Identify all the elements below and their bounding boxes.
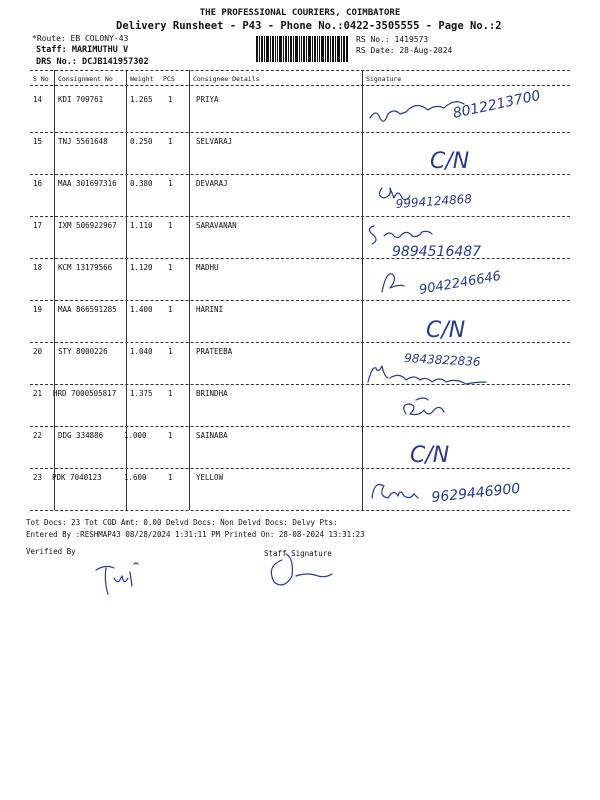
signature-phone-text: 9843822836 <box>403 351 481 369</box>
row-consignee: BRINDHA <box>196 389 228 398</box>
row-consignment-no: HRD 7000505817 <box>53 389 117 398</box>
row-pcs: 1 <box>168 221 173 230</box>
row-pcs: 1 <box>168 95 173 104</box>
signature-scribble <box>362 138 572 178</box>
col-header-pcs: PCS <box>163 75 175 83</box>
row-weight: 1.400 <box>130 305 153 314</box>
row-consignment-no: PDK 7040123 <box>52 473 102 482</box>
row-consignee: DEVARAJ <box>196 179 228 188</box>
col-header-consignment: Consignment No <box>58 75 113 83</box>
row-consignee: HARINI <box>196 305 224 314</box>
signature-scribble <box>362 344 572 388</box>
rs-date: RS Date: 28-Aug-2024 <box>356 46 453 55</box>
signature-cn-text: C/N <box>410 443 450 468</box>
signature-phone-text: 9894516487 <box>392 244 482 260</box>
row-pcs: 1 <box>168 179 173 188</box>
signature-scribble <box>362 216 572 260</box>
row-sno: 15 <box>33 137 43 146</box>
row-consignee: SELVARAJ <box>196 137 233 146</box>
row-weight: 1.265 <box>130 95 153 104</box>
col-header-sno: S No <box>33 75 49 83</box>
signature-phone-text: 9994124868 <box>395 191 473 211</box>
row-consignment-no: KCM 13179566 <box>58 263 113 272</box>
barcode-image <box>256 36 348 62</box>
row-sno: 14 <box>33 95 43 104</box>
signature-scribble <box>362 430 572 470</box>
signature-scribble <box>362 258 572 302</box>
row-sno: 22 <box>33 431 43 440</box>
signature-phone-text: 9042246646 <box>418 268 503 298</box>
row-consignment-no: MAA 866591285 <box>58 305 117 314</box>
row-pcs: 1 <box>168 347 173 356</box>
row-consignee: SAINABA <box>196 431 228 440</box>
signature-cn-text: C/N <box>430 149 470 174</box>
signature-phone-text: 9629446900 <box>430 480 522 506</box>
rs-number: RS No.: 1419573 <box>356 35 429 44</box>
row-rule <box>30 132 570 133</box>
row-weight: 0.250 <box>130 137 153 146</box>
row-weight: 1.120 <box>130 263 153 272</box>
row-sno: 16 <box>33 179 43 188</box>
drs-number: DRS No.: DCJB141957302 <box>36 57 149 67</box>
table-top-rule <box>30 70 570 71</box>
row-weight: 1.600 <box>124 473 147 482</box>
row-pcs: 1 <box>168 431 173 440</box>
row-pcs: 1 <box>168 137 173 146</box>
row-sno: 23 <box>33 473 43 482</box>
row-consignment-no: TNJ 5561648 <box>58 137 108 146</box>
row-consignment-no: IXM 506922967 <box>58 221 117 230</box>
row-consignment-no: DDG 334886 <box>58 431 104 440</box>
entered-by-line: Entered By :RESHMAP43 08/28/2024 1:31:11 PM Printed On: 28-08-2024 13:31:23 <box>26 530 365 539</box>
row-consignee: PRIYA <box>196 95 219 104</box>
row-pcs: 1 <box>168 389 173 398</box>
row-sno: 20 <box>33 347 43 356</box>
staff-label: Staff: MARIMUTHU V <box>36 45 129 55</box>
row-pcs: 1 <box>168 305 173 314</box>
col-header-signature: Signature <box>366 75 402 83</box>
row-weight: 1.000 <box>124 431 147 440</box>
signature-cn-text: C/N <box>426 318 466 343</box>
route-label: *Route: EB COLONY-43 <box>32 34 129 43</box>
row-weight: 1.110 <box>130 221 153 230</box>
runsheet-title: Delivery Runsheet - P43 - Phone No.:0422-3505555 - Page No.:2 <box>116 20 502 32</box>
staff-signature-label: Staff Signature <box>264 549 332 558</box>
row-weight: 1.375 <box>130 389 153 398</box>
staff-signature-image <box>262 546 342 590</box>
column-divider <box>54 70 55 510</box>
verifier-signature <box>90 556 160 600</box>
row-pcs: 1 <box>168 263 173 272</box>
signature-scribble <box>362 82 572 126</box>
column-divider <box>189 70 190 510</box>
row-consignment-no: MAA 301697316 <box>58 179 117 188</box>
summary-line: Tot Docs: 23 Tot COD Amt: 0.00 Delvd Docs: Non Delvd Docs: Delvy Pts: <box>26 518 338 527</box>
row-sno: 18 <box>33 263 43 272</box>
column-divider <box>126 70 127 510</box>
row-sno: 17 <box>33 221 43 230</box>
col-header-consignee: Consignee Details <box>193 75 260 83</box>
signature-scribble <box>362 388 572 428</box>
row-consignee: YELLOW <box>196 473 224 482</box>
signature-scribble <box>362 470 572 512</box>
row-sno: 21 <box>33 389 43 398</box>
row-consignment-no: KDI 709761 <box>58 95 104 104</box>
col-header-weight: Weight <box>130 75 154 83</box>
row-pcs: 1 <box>168 473 173 482</box>
row-consignee: SARAVANAN <box>196 221 237 230</box>
signature-scribble <box>362 305 572 345</box>
row-weight: 1.040 <box>130 347 153 356</box>
row-consignee: PRATEEBA <box>196 347 233 356</box>
row-sno: 19 <box>33 305 43 314</box>
signature-phone-text: 8012213700 <box>451 87 542 122</box>
company-title: THE PROFESSIONAL COURIERS, COIMBATORE <box>199 8 401 18</box>
row-consignment-no: STY 8000226 <box>58 347 108 356</box>
signature-scribble <box>362 174 572 216</box>
row-weight: 0.380 <box>130 179 153 188</box>
row-consignee: MADHU <box>196 263 219 272</box>
verified-by-label: Verified By <box>26 547 76 556</box>
